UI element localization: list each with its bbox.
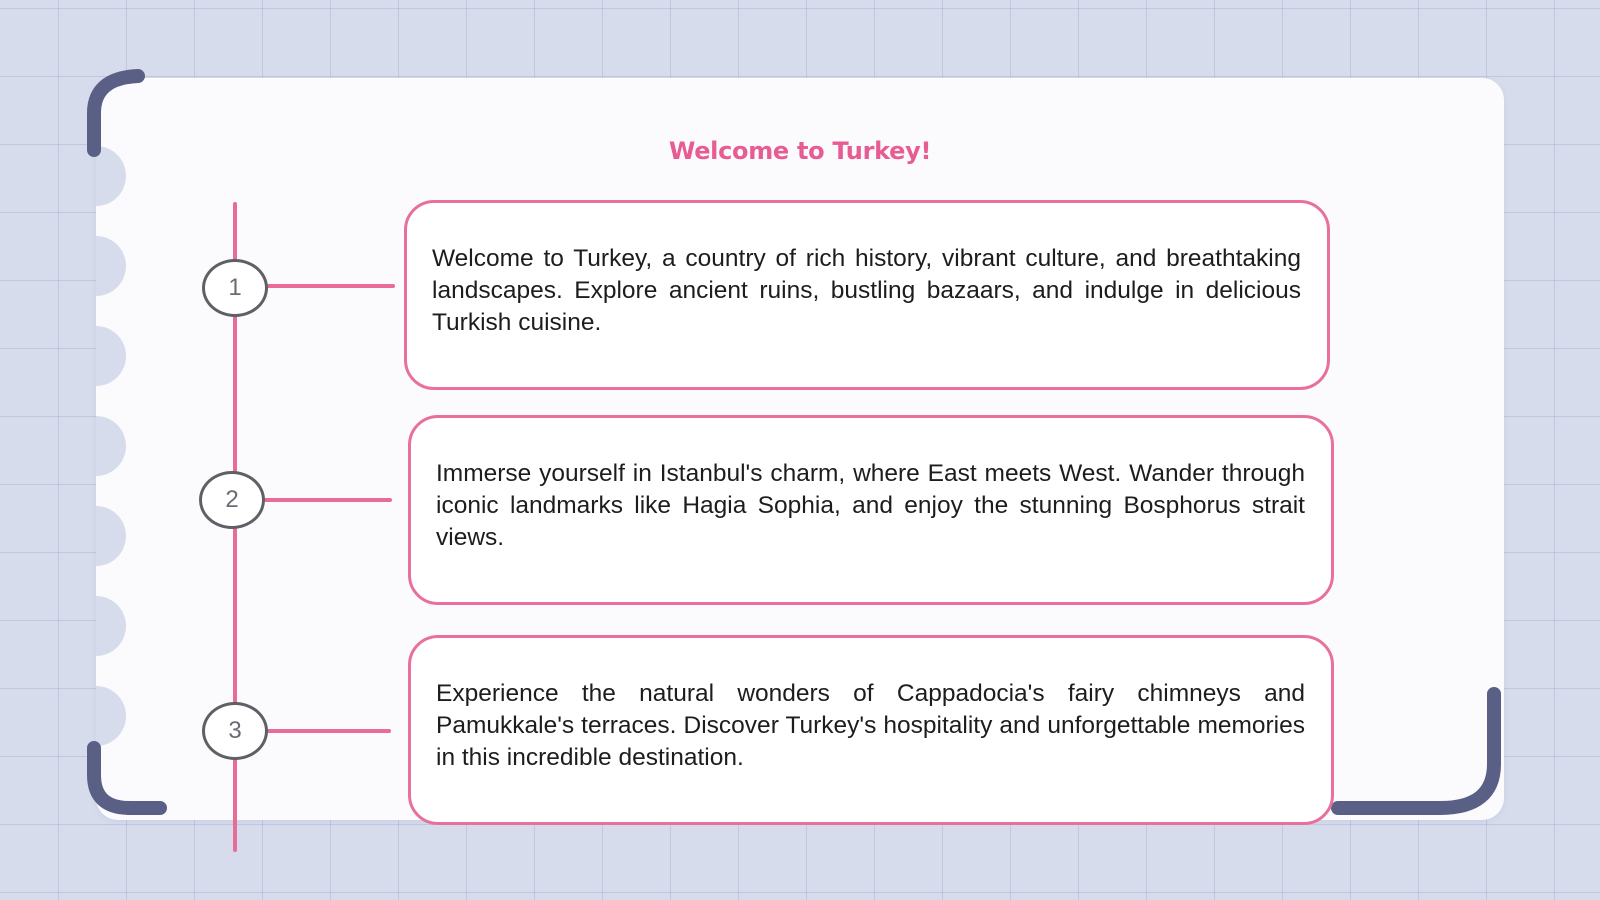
step-number-1: 1 <box>202 259 268 317</box>
step-box-2 <box>408 415 1334 605</box>
timeline-connector-2 <box>262 498 392 502</box>
step-box-1 <box>404 200 1330 390</box>
timeline-connector-1 <box>265 284 395 288</box>
step-text-3: Experience the natural wonders of Cappadocia's fairy chimneys and Pamukkale's terraces. Discover Turkey's hospitality and unforgettable memories in this incredible destination. <box>436 680 1305 771</box>
step-box-3 <box>408 635 1334 825</box>
page-title: Welcome to Turkey! <box>668 137 932 166</box>
step-number-2: 2 <box>199 471 265 529</box>
step-text-2: Immerse yourself in Istanbul's charm, where East meets West. Wander through iconic landmarks like Hagia Sophia, and enjoy the stunning Bosphorus strait views. <box>436 460 1305 551</box>
timeline-connector-3 <box>265 729 391 733</box>
step-text-1: Welcome to Turkey, a country of rich history, vibrant culture, and breathtaking landscapes. Explore ancient ruins, bustling bazaars, and indulge in delicious Turkish cuisine. <box>432 245 1301 336</box>
step-number-3: 3 <box>202 702 268 760</box>
